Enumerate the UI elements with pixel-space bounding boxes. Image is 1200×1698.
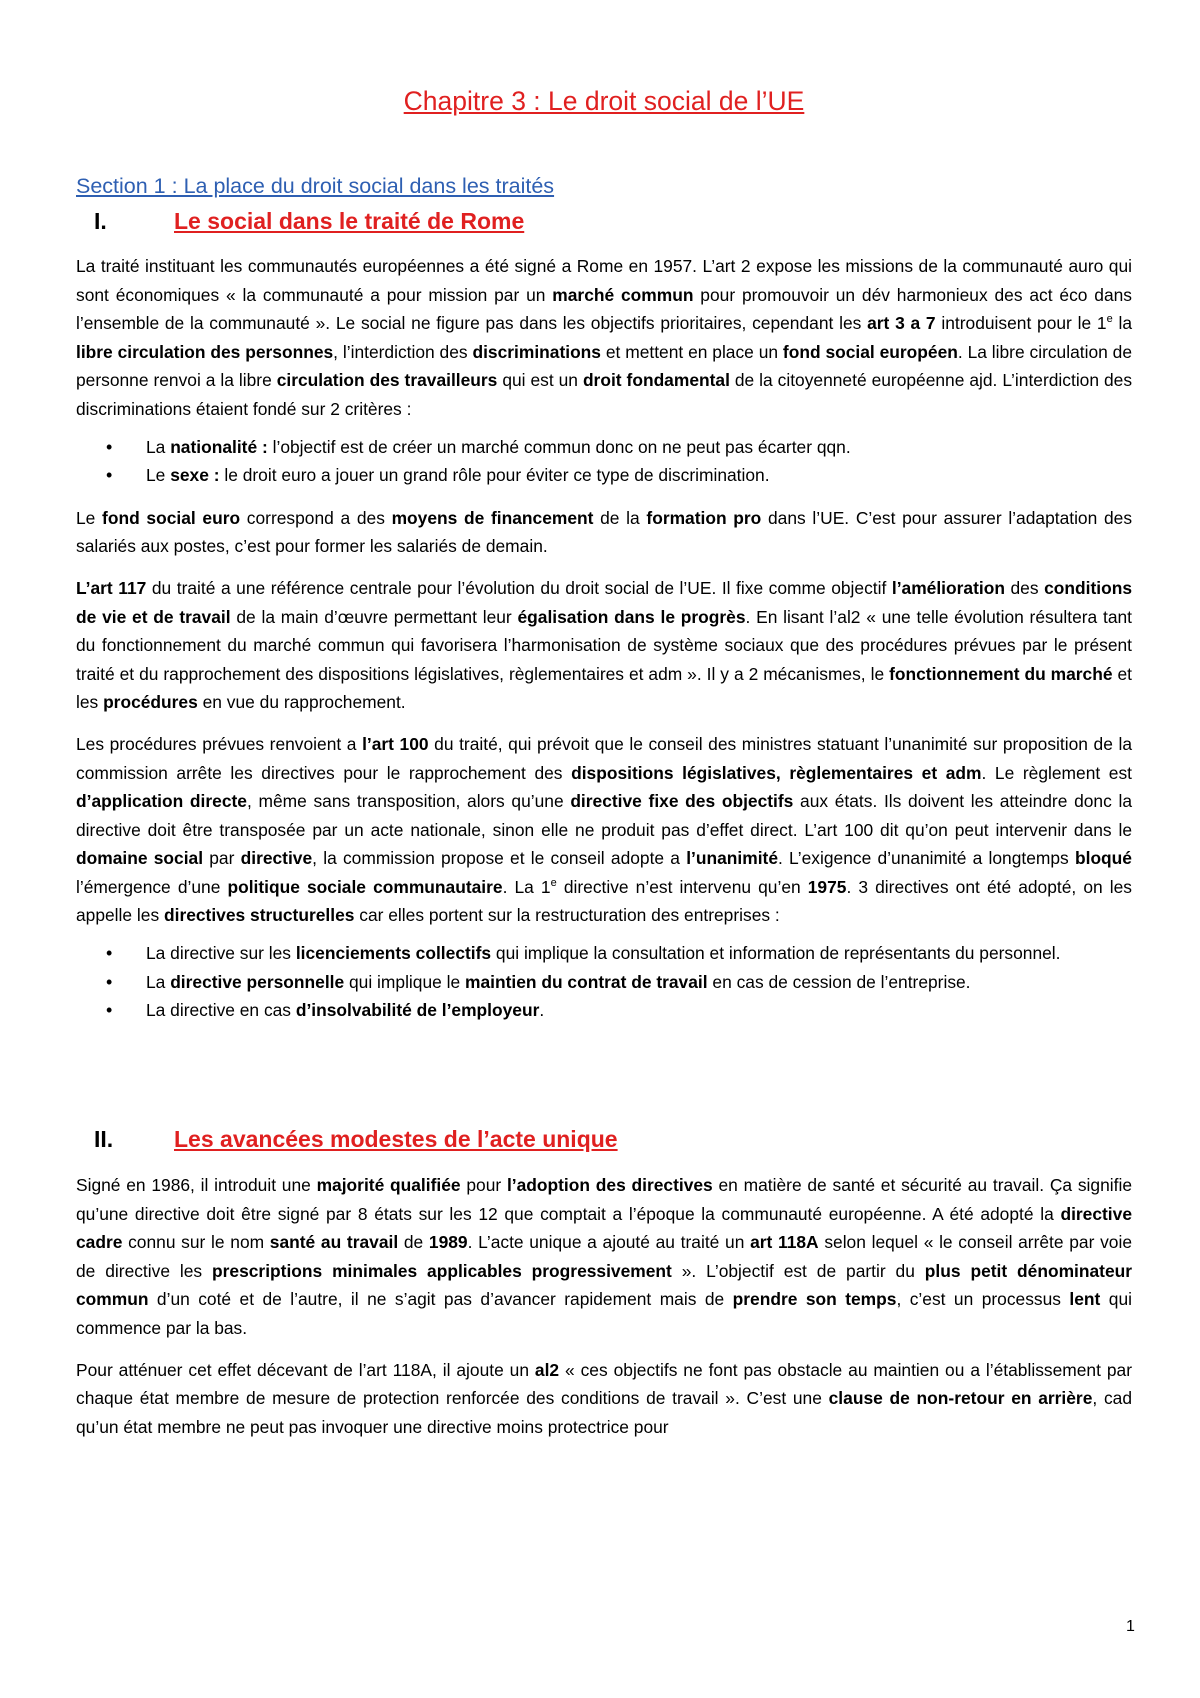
heading-2: II. Les avancées modestes de l’acte unique [94, 1126, 618, 1152]
criteria-list [76, 433, 1132, 490]
paragraph-2: Le fond social euro correspond a des moyens de financement de la formation pro dans l’UE. C’est pour assurer l’adaptation des salariés aux postes, c’est pour former les salariés de demain. [76, 507, 1133, 557]
directives-list [76, 939, 1132, 1025]
paragraph-3: L’art 117 du traité a une référence centrale pour l’évolution du droit social de l’UE. Il fixe comme objectif l’amélioration des conditions de vie et de travail de la main d’œuvre permettant leur égalisation dans le progrès. En lisant l’al2 « une telle évolution résultera tant du fonctionnement du marché commun qui favorisera l’harmonisation de système sociaux que des procédures prévues par le présent traité et du rapprochement des dispositions législatives, règlementaires et adm ». Il y a 2 mécanismes, le fonctionnement du marché et les procédures en vue du rapprochement. [76, 577, 1133, 713]
section-title: Section 1 : La place du droit social dans les traités [76, 174, 555, 198]
body-block-2 [76, 1171, 1132, 1441]
heading-1: I. Le social dans le traité de Rome [94, 208, 525, 234]
paragraph-6: Pour atténuer cet effet décevant de l’art 118A, il ajoute un al2 « ces objectifs ne font pas obstacle au maintien ou a l’établissement par chaque état membre de mesure de protection renforcée des conditions de travail ». C’est une clause de non-retour en arrière, cad qu’un état membre ne peut pas invoquer une directive moins protectrice pour [76, 1359, 1132, 1437]
list-item: • La directive personnelle qui implique le maintien du contrat de travail en cas de cession de l’entreprise. [76, 968, 1132, 997]
paragraph-1: La traité instituant les communautés européennes a été signé a Rome en 1957. L’art 2 expose les missions de la communauté auro qui sont économiques « la communauté a pour mission par un marché commun pour promouvoir un dév harmonieux des act éco dans l’ensemble de la communauté ». Le social ne figure pas dans les objectifs prioritaires, cependant les art 3 a 7 introduisent pour le 1e la libre circulation des personnes, l’interdiction des discriminations et mettent en place un fond social européen. La libre circulation de personne renvoi a la libre circulation des travailleurs qui est un droit fondamental de la citoyenneté européenne ajd. L’interdiction des discriminations étaient fondé sur 2 critères : [76, 256, 1133, 419]
paragraph-4: Les procédures prévues renvoient a l’art 100 du traité, qui prévoit que le conseil des ministres statuant l’unanimité sur proposition de la commission arrête les directives pour le rapprochement des dispositions législatives, règlementaires et adm. Le règlement est d’application directe, même sans transposition, alors qu’une directive fixe des objectifs aux états. Ils doivent les atteindre donc la directive doit être transposée par un acte nationale, sinon elle ne produit pas d’effet direct. L’art 100 dit qu’on peut intervenir dans le domaine social par directive, la commission propose et le conseil adopte a l’unanimité. L’exigence d’unanimité a longtemps bloqué l’émergence d’une politique sociale communautaire. La 1e directive n’est intervenu qu’en 1975. 3 directives ont été adopté, on les appelle les directives structurelles car elles portent sur la restructuration des entreprises : [76, 733, 1133, 926]
list-item: • La directive sur les licenciements collectifs qui implique la consultation et information de représentants du personnel. [76, 939, 1132, 968]
body-block-1 [76, 252, 1132, 1025]
page-number: 1 [1126, 1618, 1135, 1635]
list-item: • La directive en cas d’insolvabilité de l’employeur. [76, 996, 1132, 1025]
paragraph-5: Signé en 1986, il introduit une majorité qualifiée pour l’adoption des directives en matière de santé et sécurité au travail. Ça signifie qu’une directive doit être signé par 8 états sur les 12 que comptait a l’époque la communauté européenne. A été adopté la directive cadre connu sur le nom santé au travail de 1989. L’acte unique a ajouté au traité un art 118A selon lequel « le conseil arrête par voie de directive les prescriptions minimales applicables progressivement ». L’objectif est de partir du plus petit dénominateur commun d’un coté et de l’autre, il ne s’agit pas d’avancer rapidement mais de prendre son temps, c’est un processus lent qui commence par la bas. [76, 1175, 1133, 1338]
list-item: • Le sexe : le droit euro a jouer un grand rôle pour éviter ce type de discrimination. [76, 461, 1132, 490]
list-item: • La nationalité : l’objectif est de créer un marché commun donc on ne peut pas écarter qqn. [76, 433, 1132, 462]
chapter-title: Chapitre 3 : Le droit social de l’UE [403, 86, 805, 116]
